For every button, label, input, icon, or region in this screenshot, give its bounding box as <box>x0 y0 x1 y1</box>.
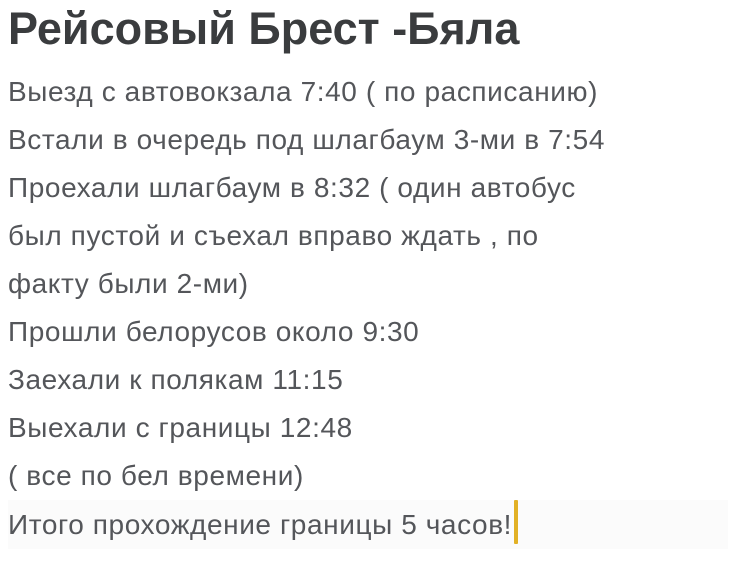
journal-line-current <box>8 500 728 549</box>
journal-line-text: Итого прохождение границы 5 часов! <box>8 509 513 540</box>
journal-line: Проехали шлагбаум в 8:32 ( один автобус <box>8 172 576 203</box>
text-cursor <box>514 500 518 544</box>
journal-line: Встали в очередь под шлагбаум 3-ми в 7:54 <box>8 124 606 155</box>
note-editor[interactable] <box>8 68 728 549</box>
page-title: Рейсовый Брест -Бяла <box>8 3 520 54</box>
journal-line: Выезд с автовокзала 7:40 ( по расписанию) <box>8 76 599 107</box>
journal-line: Заехали к полякам 11:15 <box>8 364 344 395</box>
journal-line: ( все по бел времени) <box>8 460 304 491</box>
journal-line: Прошли белорусов около 9:30 <box>8 316 420 347</box>
journal-line: был пустой и съехал вправо ждать , по <box>8 220 539 251</box>
journal-line: факту были 2-ми) <box>8 268 249 299</box>
journal-line: Выехали с границы 12:48 <box>8 412 353 443</box>
